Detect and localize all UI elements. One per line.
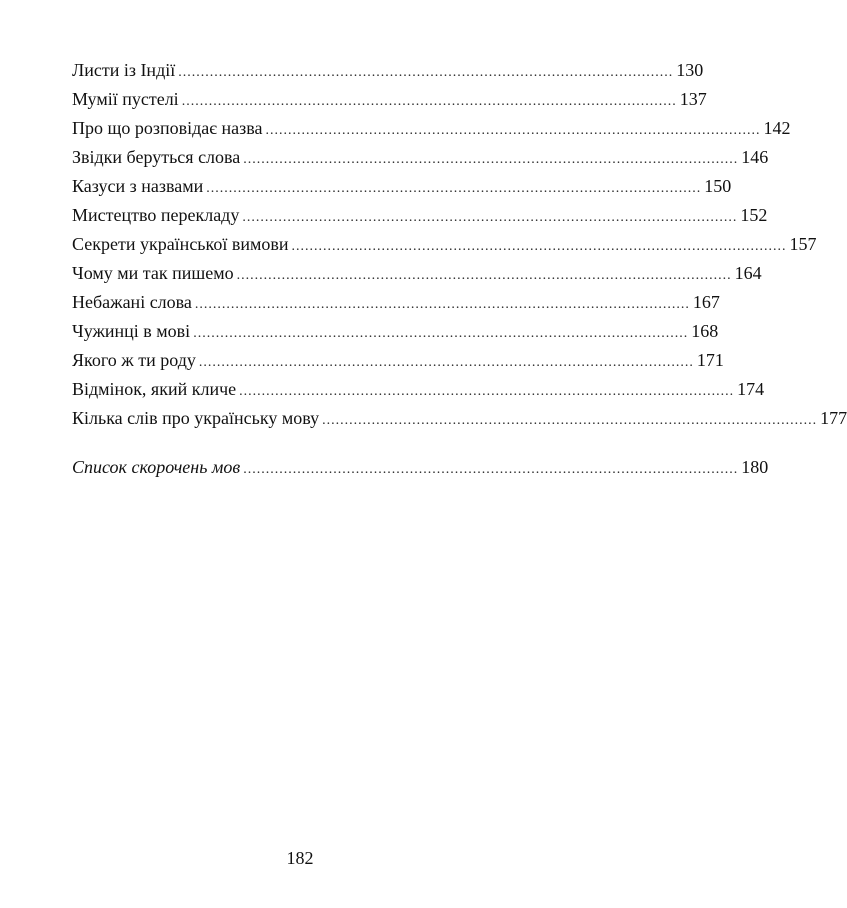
table-of-contents	[72, 56, 847, 482]
toc-entry-title: Звідки беруться слова	[72, 147, 241, 167]
toc-entry-title: Листи із Індії	[72, 60, 176, 80]
toc-leader-dots: ..............................................................................................................	[178, 65, 674, 80]
toc-entry	[72, 346, 724, 375]
toc-entry-page: 130	[676, 60, 704, 80]
toc-entry-title: Секрети української вимови	[72, 234, 289, 254]
toc-leader-dots: ..............................................................................................................	[243, 462, 739, 477]
toc-entry	[72, 172, 732, 201]
toc-leader-dots: ..............................................................................................................	[236, 268, 732, 283]
toc-entry-title: Про що розповідає назва	[72, 118, 263, 138]
toc-entry	[72, 375, 765, 404]
toc-entry-page: 150	[704, 176, 732, 196]
toc-leader-dots: ..............................................................................................................	[265, 123, 761, 138]
toc-leader-dots: ..............................................................................................................	[243, 152, 739, 167]
toc-leader-dots: ..............................................................................................................	[194, 297, 690, 312]
toc-entry	[72, 288, 720, 317]
toc-entry-page: 146	[741, 147, 769, 167]
toc-entry-page: 177	[820, 408, 847, 428]
toc-appendix-entry	[72, 453, 769, 482]
toc-entry	[72, 230, 817, 259]
toc-entry-title: Кілька слів про українську мову	[72, 408, 320, 428]
toc-leader-dots: ..............................................................................................................	[322, 413, 818, 428]
toc-leader-dots: ..............................................................................................................	[239, 384, 735, 399]
toc-entry	[72, 317, 719, 346]
toc-entry-title: Якого ж ти роду	[72, 350, 196, 370]
toc-entry	[72, 114, 791, 143]
toc-leader-dots: ..............................................................................................................	[291, 239, 787, 254]
toc-entry	[72, 143, 769, 172]
toc-spacer	[72, 433, 558, 453]
toc-entry-title: Мумії пустелі	[72, 89, 179, 109]
toc-entry-page: 171	[696, 350, 724, 370]
toc-entry-title: Казуси з назвами	[72, 176, 204, 196]
toc-leader-dots: ..............................................................................................................	[206, 181, 702, 196]
toc-leader-dots: ..............................................................................................................	[181, 94, 677, 109]
toc-entry-page: 164	[734, 263, 762, 283]
toc-entry-page: 167	[692, 292, 720, 312]
toc-entry	[72, 404, 847, 433]
toc-entry-title: Мистецтво перекладу	[72, 205, 240, 225]
toc-entry	[72, 259, 762, 288]
toc-entry-title: Відмінок, який кличе	[72, 379, 237, 399]
toc-appendix-page: 180	[741, 457, 769, 477]
toc-leader-dots: ..............................................................................................................	[193, 326, 689, 341]
toc-entry	[72, 85, 707, 114]
toc-entry-page: 142	[763, 118, 791, 138]
toc-entry	[72, 56, 704, 85]
page-number: 182	[286, 848, 314, 868]
toc-entry-page: 137	[679, 89, 707, 109]
toc-entry-page: 157	[789, 234, 817, 254]
toc-entry-page: 168	[691, 321, 719, 341]
toc-leader-dots: ..............................................................................................................	[242, 210, 738, 225]
toc-leader-dots: ..............................................................................................................	[198, 355, 694, 370]
toc-entry-title: Чужинці в мові	[72, 321, 191, 341]
toc-entry	[72, 201, 768, 230]
toc-appendix-title: Список скорочень мов	[72, 457, 241, 477]
toc-entry-page: 174	[737, 379, 765, 399]
toc-entry-title: Небажані слова	[72, 292, 192, 312]
toc-entry-title: Чому ми так пишемо	[72, 263, 234, 283]
toc-entry-page: 152	[740, 205, 768, 225]
